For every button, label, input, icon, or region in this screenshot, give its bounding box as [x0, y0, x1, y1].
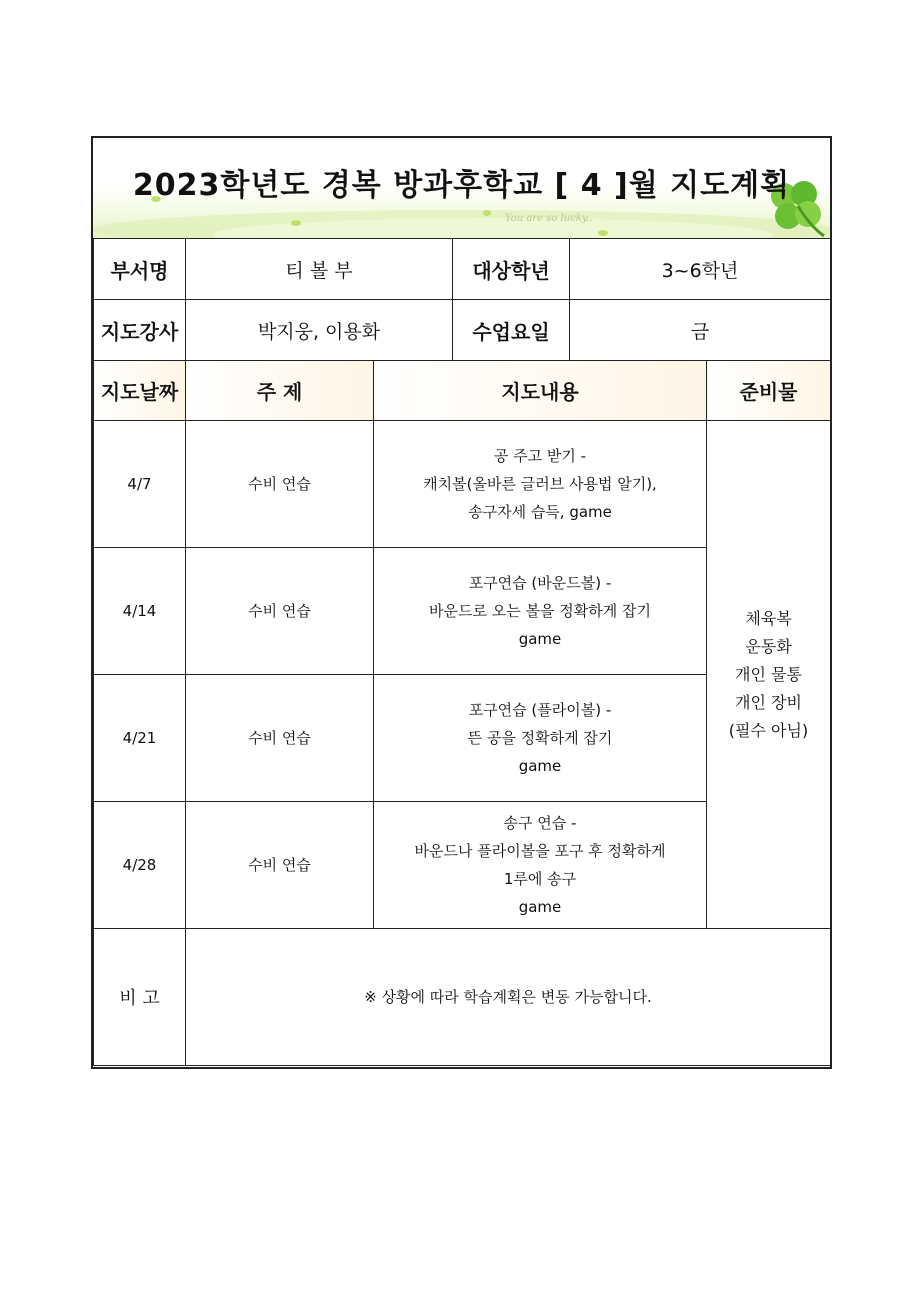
content-line: 송구자세 습득, game	[468, 503, 612, 521]
material-item: 운동화	[745, 636, 792, 656]
content-line: 포구연습 (바운드볼) -	[468, 574, 612, 592]
content-line: game	[518, 757, 562, 775]
content-line: 뜬 공을 정확하게 잡기	[467, 729, 613, 747]
content-line: 공 주고 받기 -	[493, 447, 587, 465]
content-line: 바운드나 플라이볼을 포구 후 정확하게	[414, 842, 666, 860]
target-label: 대상학년	[453, 239, 570, 300]
plan-table	[93, 238, 831, 1066]
remarks-label: 비 고	[94, 929, 186, 1066]
material-item: 개인 물통	[735, 664, 802, 684]
row-topic: 수비 연습	[186, 802, 374, 929]
row-topic: 수비 연습	[186, 421, 374, 548]
row-content	[374, 548, 707, 675]
content-line: game	[518, 898, 562, 916]
content-line: 캐치볼(올바른 글러브 사용법 알기),	[423, 475, 657, 493]
col-header-content: 지도내용	[374, 361, 707, 421]
plan-document	[91, 136, 832, 1069]
content-line: 송구 연습 -	[503, 814, 577, 832]
target-value: 3~6학년	[570, 239, 831, 300]
col-header-materials: 준비물	[707, 361, 831, 421]
dept-value: 티 볼 부	[186, 239, 453, 300]
page-title: 2023학년도 경복 방과후학교 [ 4 ]월 지도계획	[132, 168, 791, 203]
day-value: 금	[570, 300, 831, 361]
materials-cell	[707, 421, 831, 929]
banner-dot	[483, 210, 491, 216]
content-line: 포구연습 (플라이볼) -	[468, 701, 612, 719]
material-item: (필수 아님)	[728, 720, 809, 740]
row-date: 4/7	[94, 421, 186, 548]
content-line: 바운드로 오는 볼을 정확하게 잡기	[429, 602, 651, 620]
dept-label: 부서명	[94, 239, 186, 300]
row-topic: 수비 연습	[186, 548, 374, 675]
material-item: 개인 장비	[735, 692, 802, 712]
row-date: 4/21	[94, 675, 186, 802]
row-date: 4/14	[94, 548, 186, 675]
row-date: 4/28	[94, 802, 186, 929]
content-line: 1루에 송구	[503, 870, 577, 888]
remarks-text: ※ 상황에 따라 학습계획은 변동 가능합니다.	[186, 929, 831, 1066]
row-content	[374, 421, 707, 548]
content-line: game	[518, 630, 562, 648]
instructor-value: 박지웅, 이용화	[186, 300, 453, 361]
banner-dot	[598, 230, 608, 236]
table-row	[94, 421, 831, 548]
row-content	[374, 675, 707, 802]
col-header-topic: 주 제	[186, 361, 374, 421]
banner-script: You are so lucky..	[505, 213, 593, 224]
banner-dot	[291, 220, 301, 226]
title-banner	[93, 138, 830, 239]
col-header-date: 지도날짜	[94, 361, 186, 421]
material-item: 체육복	[745, 608, 792, 628]
instructor-label: 지도강사	[94, 300, 186, 361]
row-content	[374, 802, 707, 929]
day-label: 수업요일	[453, 300, 570, 361]
row-topic: 수비 연습	[186, 675, 374, 802]
